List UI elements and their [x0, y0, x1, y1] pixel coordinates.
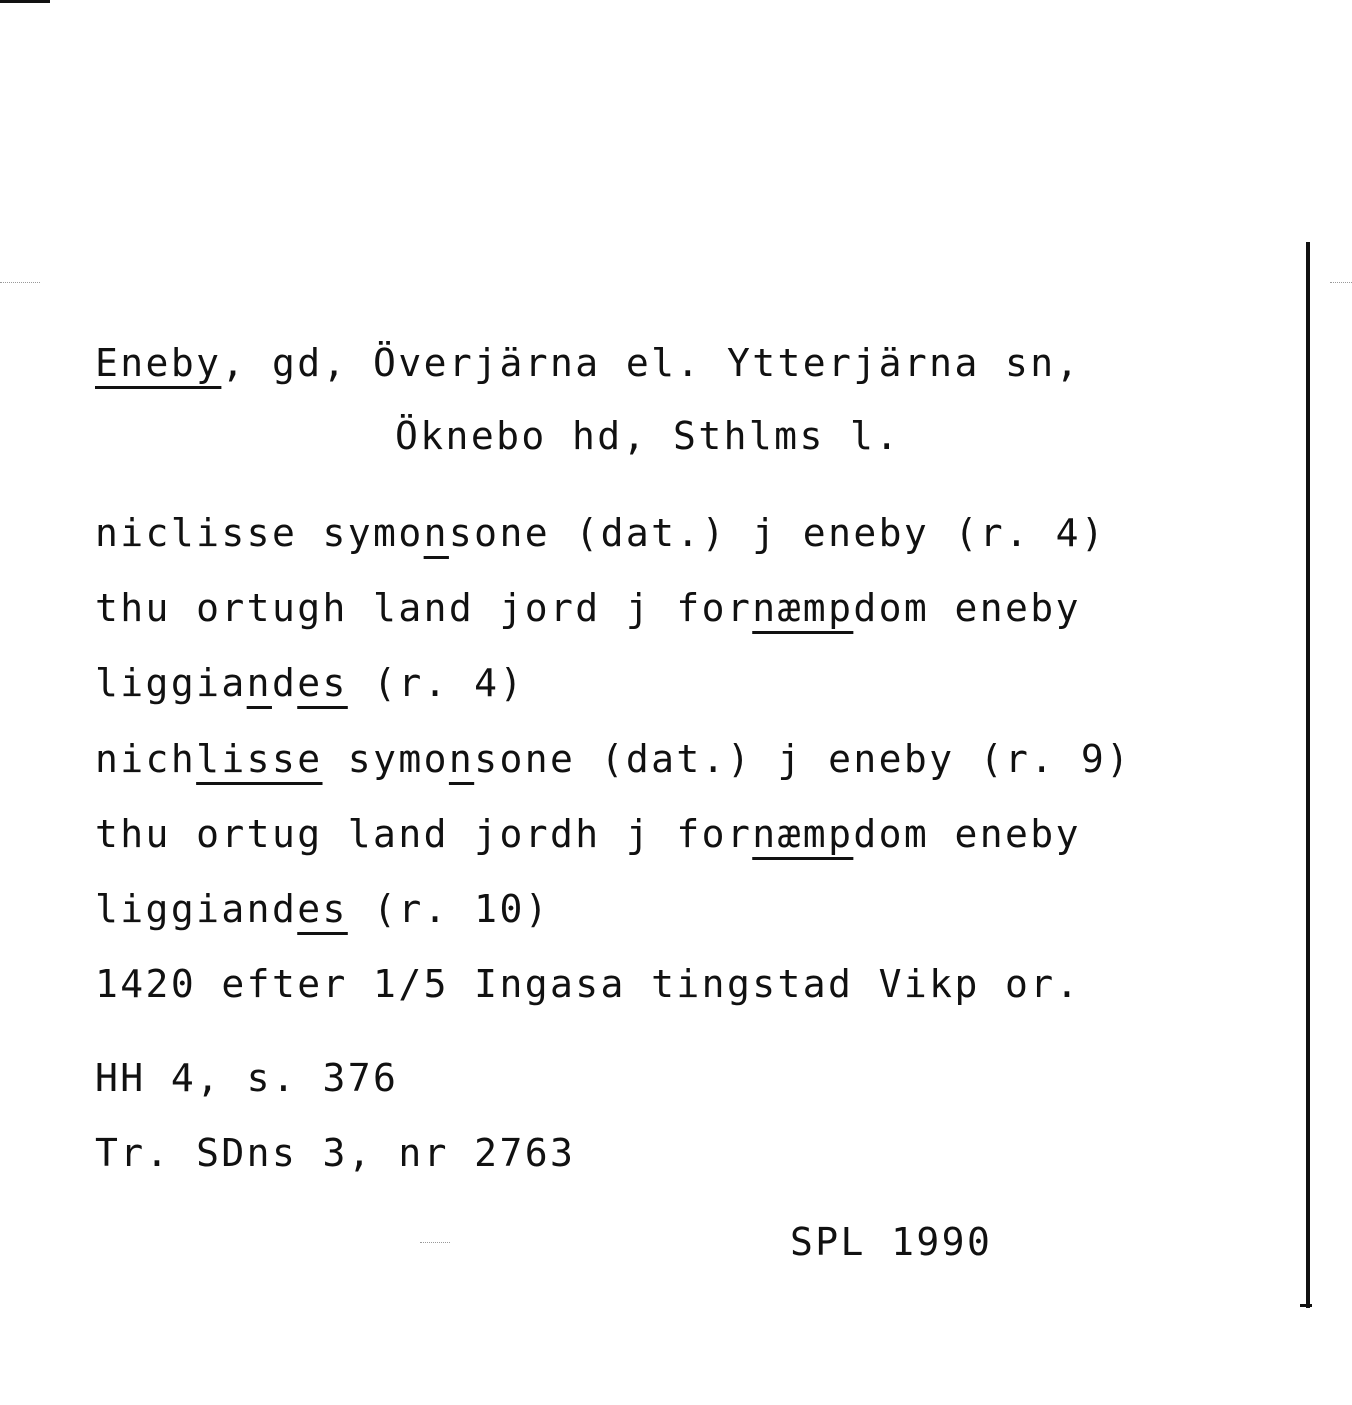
entry-line — [95, 811, 1081, 857]
text-segment: liggia — [95, 661, 247, 705]
text-segment: liggiand — [95, 887, 298, 931]
text-segment: d — [271, 661, 298, 705]
underlined-segment: n — [246, 661, 272, 705]
text-segment: thu ortugh land jord j for — [95, 586, 753, 630]
underlined-segment: n — [423, 511, 449, 555]
place-name: Eneby — [95, 341, 222, 385]
heading-line-2: Öknebo hd, Sthlms l. — [395, 414, 901, 458]
heading-line-1 — [95, 340, 1081, 386]
text-segment: sone (dat.) j eneby (r. 9) — [474, 737, 1132, 781]
edge-dotted-mark — [1330, 282, 1352, 284]
underlined-segment: es — [297, 887, 348, 931]
right-border-tick — [1300, 1304, 1312, 1307]
text-segment: sone (dat.) j eneby (r. 4) — [448, 511, 1107, 555]
stray-mark — [420, 1242, 450, 1244]
underlined-segment: es — [297, 661, 348, 705]
underlined-segment: næmp — [752, 586, 854, 630]
entry-line — [95, 886, 550, 932]
reference-line: Tr. SDns 3, nr 2763 — [95, 1131, 576, 1175]
entry-line — [95, 736, 1131, 782]
date-line — [95, 961, 1081, 1007]
text-segment: niclisse symo — [95, 511, 424, 555]
underlined-segment: n — [448, 737, 475, 781]
entry-line — [95, 510, 1106, 556]
underlined-segment: næmp — [752, 812, 854, 856]
place-description: , gd, Överjärna el. Ytterjärna sn, — [221, 341, 1081, 385]
entry-line — [95, 585, 1081, 631]
corner-mark — [0, 0, 50, 3]
text-segment: 1420 efter 1/5 Ingasa tingstad Vikp or. — [95, 962, 1081, 1006]
signature: SPL 1990 — [790, 1220, 993, 1264]
text-segment: dom eneby — [853, 586, 1081, 630]
text-segment: symo — [322, 737, 449, 781]
entry-line — [95, 660, 525, 706]
text-segment: nich — [95, 737, 197, 781]
edge-dotted-mark — [0, 282, 40, 284]
text-segment: dom eneby — [853, 812, 1081, 856]
right-border-rule — [1306, 242, 1310, 1308]
underlined-segment: lisse — [196, 737, 323, 781]
text-segment: (r. 4) — [347, 661, 525, 705]
text-segment: (r. 10) — [347, 887, 551, 931]
text-segment: thu ortug land jordh j for — [95, 812, 753, 856]
reference-line: HH 4, s. 376 — [95, 1056, 399, 1100]
